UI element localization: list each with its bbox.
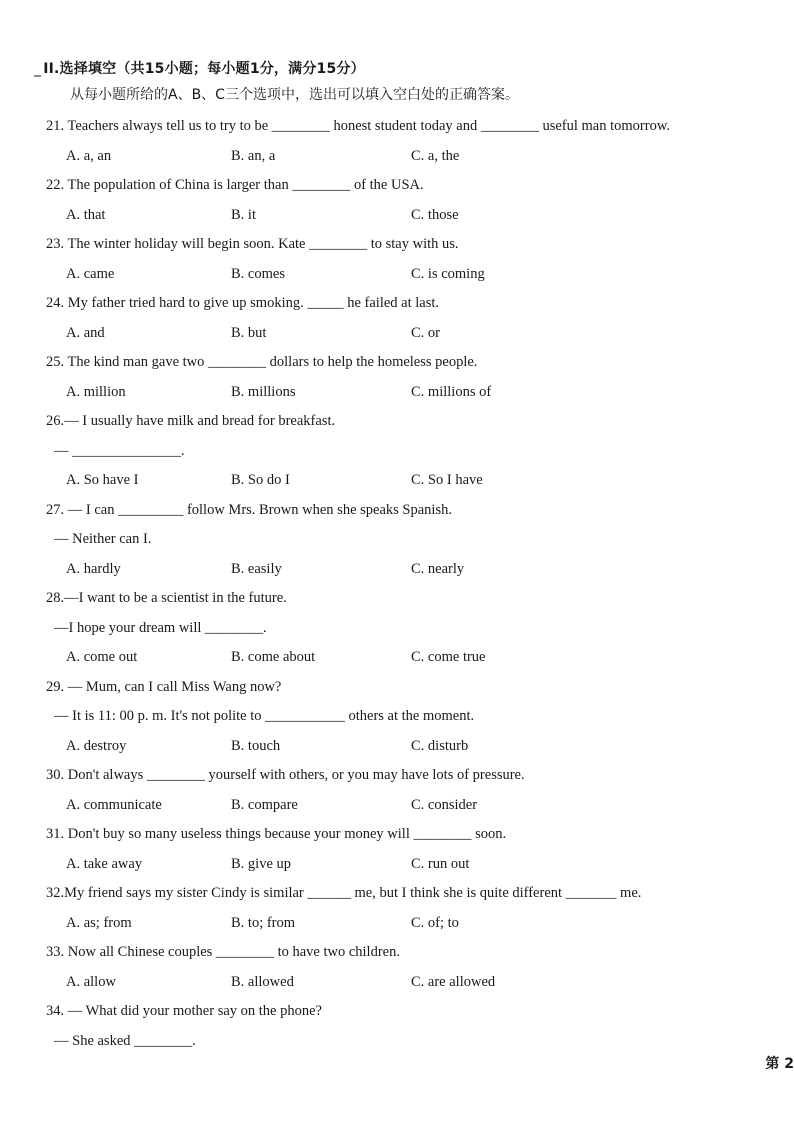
option-row [44, 732, 764, 762]
option-b[interactable]: B. compare [231, 796, 298, 813]
dialogue-line: — It is 11: 00 p. m. It's not polite to ___________ others at the moment. [54, 708, 475, 724]
option-c[interactable]: C. a, the [411, 147, 460, 164]
option-c[interactable]: C. those [411, 206, 459, 223]
question-stem: 27. — I can _________ follow Mrs. Brown when she speaks Spanish. [46, 501, 452, 518]
section-title-text: II.选择填空（共15小题；每小题1分，满分15分） [43, 61, 365, 77]
question-stem: 29. — Mum, can I call Miss Wang now? [46, 678, 282, 695]
question-item [44, 171, 764, 230]
question-stem: 31. Don't buy so many useless things because your money will ________ soon. [46, 826, 507, 842]
question-stem: 21. Teachers always tell us to try to be ________ honest student today and ________ useful man tomorrow. [46, 118, 670, 134]
option-c[interactable]: C. consider [411, 796, 478, 813]
option-c[interactable]: C. of; to [411, 914, 459, 931]
option-row [44, 555, 764, 585]
option-row [44, 201, 764, 231]
option-a[interactable]: A. a, an [66, 147, 112, 164]
option-row [44, 260, 764, 290]
option-c[interactable]: C. So I have [411, 472, 483, 488]
question-item [44, 938, 764, 997]
section-title [34, 58, 754, 80]
option-a[interactable]: A. came [66, 265, 115, 282]
option-a[interactable]: A. allow [66, 973, 116, 990]
question-item [44, 407, 764, 496]
option-a[interactable]: A. destroy [66, 737, 127, 754]
question-stem: 24. My father tried hard to give up smoking. _____ he failed at last. [46, 295, 440, 311]
option-c[interactable]: C. come true [411, 649, 486, 665]
option-b[interactable]: B. So do I [231, 472, 290, 488]
option-c[interactable]: C. disturb [411, 737, 469, 754]
question-list [44, 112, 764, 1056]
option-b[interactable]: B. it [231, 206, 256, 223]
option-c[interactable]: C. are allowed [411, 973, 496, 990]
dialogue-line: —I hope your dream will ________. [54, 619, 267, 636]
option-row [44, 466, 764, 496]
question-item [44, 348, 764, 407]
question-stem: 28.—I want to be a scientist in the future. [46, 590, 287, 606]
option-row [44, 850, 764, 880]
dialogue-line: — _______________. [54, 442, 185, 459]
option-a[interactable]: A. come out [66, 649, 138, 665]
section-mark: _ [34, 61, 42, 77]
option-a[interactable]: A. communicate [66, 796, 162, 813]
option-c[interactable]: C. or [411, 324, 440, 341]
option-b[interactable]: B. come about [231, 649, 316, 665]
option-row [44, 791, 764, 821]
section-instruction: 从每小题所给的A、B、C三个选项中，选出可以填入空白处的正确答案。 [70, 87, 519, 103]
option-a[interactable]: A. that [66, 206, 106, 223]
question-item [44, 496, 764, 585]
option-b[interactable]: B. easily [231, 560, 282, 577]
option-b[interactable]: B. to; from [231, 914, 296, 931]
option-a[interactable]: A. million [66, 383, 126, 400]
question-stem: 32.My friend says my sister Cindy is similar ______ me, but I think she is quite different _______ me. [46, 885, 642, 901]
question-stem: 26.— I usually have milk and bread for breakfast. [46, 413, 336, 429]
option-b[interactable]: B. comes [231, 265, 285, 282]
option-a[interactable]: A. as; from [66, 914, 132, 931]
option-row [44, 142, 764, 172]
option-c[interactable]: C. millions of [411, 383, 492, 400]
option-b[interactable]: B. give up [231, 855, 292, 872]
question-item [44, 584, 764, 673]
question-item [44, 761, 764, 820]
question-stem: 33. Now all Chinese couples ________ to have two children. [46, 944, 400, 960]
option-b[interactable]: B. allowed [231, 973, 294, 990]
option-c[interactable]: C. run out [411, 855, 470, 872]
question-item [44, 230, 764, 289]
option-row [44, 319, 764, 349]
question-item [44, 820, 764, 879]
option-row [44, 643, 764, 673]
question-item [44, 673, 764, 762]
option-b[interactable]: B. but [231, 324, 267, 341]
option-a[interactable]: A. So have I [66, 472, 139, 488]
option-a[interactable]: A. take away [66, 855, 143, 872]
option-b[interactable]: B. millions [231, 383, 296, 400]
option-row [44, 378, 764, 408]
question-stem: 25. The kind man gave two ________ dollars to help the homeless people. [46, 354, 478, 370]
option-a[interactable]: A. hardly [66, 560, 121, 577]
option-row [44, 968, 764, 998]
question-item [44, 997, 764, 1056]
question-stem: 34. — What did your mother say on the phone? [46, 1003, 322, 1019]
dialogue-line: — Neither can I. [54, 531, 152, 547]
section-header [34, 58, 754, 106]
option-c[interactable]: C. nearly [411, 560, 465, 577]
option-b[interactable]: B. touch [231, 737, 281, 754]
option-b[interactable]: B. an, a [231, 147, 276, 164]
question-stem: 30. Don't always ________ yourself with others, or you may have lots of pressure. [46, 767, 525, 783]
page-number: 第 2 [765, 1056, 794, 1072]
option-c[interactable]: C. is coming [411, 265, 485, 282]
option-a[interactable]: A. and [66, 324, 105, 341]
question-item [44, 289, 764, 348]
question-stem: 23. The winter holiday will begin soon. Kate ________ to stay with us. [46, 236, 459, 252]
question-stem: 22. The population of China is larger than ________ of the USA. [46, 177, 424, 193]
option-row [44, 909, 764, 939]
question-item [44, 879, 764, 938]
question-item [44, 112, 764, 171]
dialogue-line: — She asked ________. [54, 1032, 196, 1049]
